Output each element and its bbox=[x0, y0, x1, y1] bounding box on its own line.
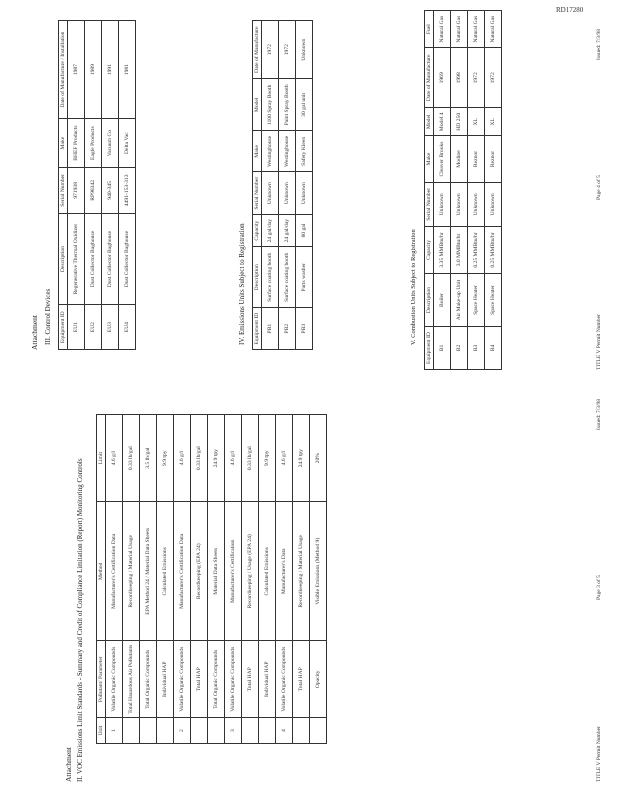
section-ii-cell: Individual HAP bbox=[157, 641, 174, 718]
section-iv-cell: Unknown bbox=[279, 172, 296, 215]
section-iv-cell: Parts washer bbox=[296, 247, 313, 308]
section-iv-header-1: Description bbox=[253, 247, 262, 308]
section-ii-cell: Total HAP bbox=[191, 641, 208, 718]
section-iii-header-1: Description bbox=[59, 213, 68, 305]
section-ii-row bbox=[174, 415, 191, 744]
section-iv-cell: Unknown bbox=[262, 172, 279, 215]
section-iii-header-4: Date of Manufacture / Installation bbox=[59, 21, 68, 119]
col-method: Method bbox=[97, 502, 106, 641]
section-ii-cell bbox=[242, 718, 259, 744]
section-v-cell: 1972 bbox=[468, 48, 485, 108]
section-iv-header-3: Serial Number bbox=[253, 172, 262, 215]
section-iv-header-2: Capacity bbox=[253, 215, 262, 247]
section-ii-cell bbox=[140, 718, 157, 744]
section-v-table bbox=[424, 10, 502, 370]
left-footer-2: Page 3 of 5 bbox=[596, 575, 602, 600]
section-iii-cell: 1991 bbox=[102, 21, 119, 119]
section-ii-cell: 9.9 tpy bbox=[157, 415, 174, 502]
section-ii-row bbox=[123, 415, 140, 744]
section-iii-cell: Dust Collector Baghouse bbox=[119, 213, 136, 305]
right-footer-2: Page 4 of 5 bbox=[596, 175, 602, 200]
section-iv-cell: Surface coating booth bbox=[262, 247, 279, 308]
section-iv-cell: Unknown bbox=[296, 21, 313, 79]
section-iii-table bbox=[58, 20, 136, 350]
section-ii-cell: 0.33 lb/gal bbox=[123, 415, 140, 502]
section-iii-cell: EU4 bbox=[119, 305, 136, 350]
section-iii-cell: EU2 bbox=[85, 305, 102, 350]
section-iii-cell: RP98342 bbox=[85, 167, 102, 213]
section-ii-cell: Manufacturer's Data bbox=[276, 502, 293, 641]
section-iii-row bbox=[102, 21, 119, 350]
section-iii-cell: BHEF Products bbox=[68, 119, 85, 168]
section-ii-cell: 24.9 tpy bbox=[208, 415, 225, 502]
section-iii-cell: 940-345 bbox=[102, 167, 119, 213]
section-ii-cell: Total Hazardous Air Pollutants bbox=[123, 641, 140, 718]
section-ii-row bbox=[191, 415, 208, 744]
section-iii-row bbox=[119, 21, 136, 350]
section-ii-cell: 4.6 g/l bbox=[174, 415, 191, 502]
section-iv-cell: 30 gal unit bbox=[296, 79, 313, 131]
section-iv-cell: PB3 bbox=[296, 308, 313, 350]
section-v-header-3: Serial Number bbox=[425, 182, 434, 226]
section-v-cell: Unknown bbox=[451, 182, 468, 226]
section-iii-row bbox=[85, 21, 102, 350]
section-v-cell: 0.25 MMBtu/hr bbox=[468, 226, 485, 273]
section-ii-cell: Recordkeeping / Usage (EPA 24) bbox=[242, 502, 259, 641]
section-v-cell: Natural Gas bbox=[451, 11, 468, 48]
section-v-cell: 0.25 MMBtu/hr bbox=[485, 226, 502, 273]
section-ii-cell bbox=[310, 718, 327, 744]
section-iv-header-0: Equipment ID bbox=[253, 308, 262, 350]
section-v-row bbox=[468, 11, 485, 370]
section-ii-cell: Recordkeeping / Material Usage bbox=[123, 502, 140, 641]
section-ii-row bbox=[293, 415, 310, 744]
section-ii-cell: Calculated Emissions bbox=[259, 502, 276, 641]
section-iv-cell: 80 gal bbox=[296, 215, 313, 247]
section-ii-cell bbox=[157, 718, 174, 744]
section-iv-cell: Safety Kleen bbox=[296, 131, 313, 172]
section-iv-cell: 24 gal/day bbox=[262, 215, 279, 247]
right-footer-3: Issued: 7/3/98 bbox=[596, 28, 602, 60]
section-iv-row bbox=[296, 21, 313, 350]
section-ii-cell: 2 bbox=[174, 718, 191, 744]
section-ii-cell: Manufacturer's Certification Data bbox=[106, 502, 123, 641]
section-ii-cell: Total Organic Compounds bbox=[208, 641, 225, 718]
section-v-cell: Unknown bbox=[434, 182, 451, 226]
section-v-header-6: Date of Manufacture bbox=[425, 48, 434, 108]
section-iii-cell: 1981 bbox=[119, 21, 136, 119]
section-v-cell: Air Make-up Unit bbox=[451, 274, 468, 327]
section-ii-row bbox=[242, 415, 259, 744]
section-ii-cell: Volatile Organic Compounds bbox=[174, 641, 191, 718]
section-ii-row bbox=[310, 415, 327, 744]
section-v-cell: HD 250 bbox=[451, 108, 468, 136]
section-ii-cell: 3 bbox=[225, 718, 242, 744]
left-footer-1: TITLE V Permit Number bbox=[596, 726, 602, 782]
section-iv-cell: Paint Spray Booth bbox=[279, 79, 296, 131]
section-v-header-4: Make bbox=[425, 136, 434, 183]
section-ii-cell: 4.6 g/l bbox=[106, 415, 123, 502]
section-iv-cell: 1972 bbox=[262, 21, 279, 79]
section-v-cell: B1 bbox=[434, 327, 451, 370]
section-v-cell: 3.0 MMBtu/hr bbox=[451, 226, 468, 273]
section-v-cell: Space Heater bbox=[485, 274, 502, 327]
left-attachment-label: Attachment bbox=[64, 747, 73, 782]
col-pollutant: Pollutant/ Parameter bbox=[97, 641, 106, 718]
section-ii-cell: Recordkeeping (EPA 24) bbox=[191, 502, 208, 641]
section-iii-cell: Regenerative Thermal Oxidizer bbox=[68, 213, 85, 305]
section-iii-cell: 1989 bbox=[85, 21, 102, 119]
section-v-cell: Reznor bbox=[485, 136, 502, 183]
section-v-cell: Cleaver Brooks bbox=[434, 136, 451, 183]
section-iv-cell: 1972 bbox=[279, 21, 296, 79]
section-iv-table bbox=[252, 20, 313, 350]
section-v-cell: Natural Gas bbox=[485, 11, 502, 48]
section-iii-row bbox=[68, 21, 85, 350]
section-v-cell: 1998 bbox=[451, 48, 468, 108]
section-ii-row bbox=[208, 415, 225, 744]
section-ii-cell: 24.9 tpy bbox=[293, 415, 310, 502]
section-ii-cell: Volatile Organic Compounds bbox=[225, 641, 242, 718]
section-ii-body bbox=[106, 415, 327, 744]
section-iii-cell: 1987 bbox=[68, 21, 85, 119]
section-ii-cell: 3.5 lb/gal bbox=[140, 415, 157, 502]
section-v-cell: B2 bbox=[451, 327, 468, 370]
section-iii-cell: 4491-153-313 bbox=[119, 167, 136, 213]
section-v-cell: Unknown bbox=[468, 182, 485, 226]
section-iii-cell: 971938 bbox=[68, 167, 85, 213]
section-ii-cell bbox=[259, 718, 276, 744]
section-iii-title: III. Control Devices bbox=[44, 288, 52, 345]
section-ii-cell: 4.6 g/l bbox=[225, 415, 242, 502]
section-ii-cell: Volatile Organic Compounds bbox=[106, 641, 123, 718]
section-iii-cell: Eagle Products bbox=[85, 119, 102, 168]
section-ii-cell: Volatile Organic Compounds bbox=[276, 641, 293, 718]
section-ii-cell: 1 bbox=[106, 718, 123, 744]
section-ii-cell: 4.6 g/l bbox=[276, 415, 293, 502]
section-ii-cell: Total HAP bbox=[242, 641, 259, 718]
section-v-cell: B3 bbox=[468, 327, 485, 370]
section-iv-header-4: Make bbox=[253, 131, 262, 172]
section-v-row bbox=[451, 11, 468, 370]
section-ii-cell: Material Data Sheets bbox=[208, 502, 225, 641]
right-attachment-label: Attachment bbox=[30, 315, 39, 350]
section-ii-cell bbox=[293, 718, 310, 744]
section-ii-row bbox=[157, 415, 174, 744]
section-v-cell: B4 bbox=[485, 327, 502, 370]
section-ii-cell: Manufacturer's Certification bbox=[225, 502, 242, 641]
section-v-cell: Natural Gas bbox=[468, 11, 485, 48]
section-v-header-5: Model bbox=[425, 108, 434, 136]
section-v-title: V. Combustion Units Subject to Registration bbox=[410, 229, 417, 345]
section-iii-cell: EU3 bbox=[102, 305, 119, 350]
section-v-header-0: Equipment ID bbox=[425, 327, 434, 370]
section-ii-cell: 4 bbox=[276, 718, 293, 744]
section-iii-cell: EU1 bbox=[68, 305, 85, 350]
section-v-cell: XL bbox=[485, 108, 502, 136]
left-footer-3: Issued: 7/3/98 bbox=[596, 398, 602, 430]
section-iv-row bbox=[262, 21, 279, 350]
section-v-cell: Unknown bbox=[485, 182, 502, 226]
section-v-cell: XL bbox=[468, 108, 485, 136]
section-v-header-2: Capacity bbox=[425, 226, 434, 273]
section-iv-title: IV. Emissions Units Subject to Registration bbox=[238, 223, 246, 345]
section-v-cell: Natural Gas bbox=[434, 11, 451, 48]
section-ii-cell: 9.9 tpy bbox=[259, 415, 276, 502]
section-ii-title: II. VOC Emissions Limit Standards - Summary and Credit of Compliance Limitation (Report) Monitoring Controls bbox=[76, 458, 84, 782]
col-limit: Limit bbox=[97, 415, 106, 502]
section-ii-cell: Total Organic Compounds bbox=[140, 641, 157, 718]
section-iv-cell: Unknown bbox=[296, 172, 313, 215]
section-iv-cell: Westinghouse bbox=[262, 131, 279, 172]
section-ii-cell: 0.33 lb/gal bbox=[191, 415, 208, 502]
section-v-cell: 1969 bbox=[434, 48, 451, 108]
section-v-header-7: Fuel bbox=[425, 11, 434, 48]
section-ii-cell: Calculated Emissions bbox=[157, 502, 174, 641]
section-ii-cell bbox=[123, 718, 140, 744]
section-iii-cell: Delta Vac bbox=[119, 119, 136, 168]
section-v-cell: 1972 bbox=[485, 48, 502, 108]
section-iv-cell: 24 gal/day bbox=[279, 215, 296, 247]
section-ii-cell bbox=[208, 718, 225, 744]
section-ii-cell: Individual HAP bbox=[259, 641, 276, 718]
section-ii-cell: EPA Method 24 / Material Data Sheets bbox=[140, 502, 157, 641]
section-iv-cell: PB2 bbox=[279, 308, 296, 350]
section-ii-row bbox=[106, 415, 123, 744]
section-v-row bbox=[434, 11, 451, 370]
section-ii-cell: 20% bbox=[310, 415, 327, 502]
section-ii-row bbox=[276, 415, 293, 744]
section-iv-cell: PB1 bbox=[262, 308, 279, 350]
section-iv-header-5: Model bbox=[253, 79, 262, 131]
section-ii-cell: 0.33 lb/gal bbox=[242, 415, 259, 502]
section-iv-cell: 1100 Spray Booth bbox=[262, 79, 279, 131]
section-v-cell: Reznor bbox=[468, 136, 485, 183]
section-iii-header-2: Serial Number bbox=[59, 167, 68, 213]
section-iii-header-0: Equipment ID bbox=[59, 305, 68, 350]
section-v-row bbox=[485, 11, 502, 370]
section-v-cell: 3.35 MMBtu/hr bbox=[434, 226, 451, 273]
section-v-cell: Model 4 bbox=[434, 108, 451, 136]
col-unit: Unit bbox=[97, 718, 106, 744]
section-iii-cell: Dust Collector Baghouse bbox=[102, 213, 119, 305]
section-ii-cell bbox=[191, 718, 208, 744]
section-ii-cell: Recordkeeping / Material Usage bbox=[293, 502, 310, 641]
section-iv-header-6: Date of Manufacture bbox=[253, 21, 262, 79]
section-iii-header-3: Make bbox=[59, 119, 68, 168]
section-ii-cell: Manufacturer's Certification Data bbox=[174, 502, 191, 641]
section-v-cell: Modine bbox=[451, 136, 468, 183]
right-footer-1: TITLE V Permit Number bbox=[596, 314, 602, 370]
section-ii-cell: Visible Emissions (Method 9) bbox=[310, 502, 327, 641]
section-ii-cell: Opacity bbox=[310, 641, 327, 718]
section-iv-row bbox=[279, 21, 296, 350]
section-v-header-1: Description bbox=[425, 274, 434, 327]
section-ii-table bbox=[96, 414, 327, 744]
section-v-cell: Space Heater bbox=[468, 274, 485, 327]
section-v-cell: Boiler bbox=[434, 274, 451, 327]
section-ii-cell: Total HAP bbox=[293, 641, 310, 718]
section-ii-row bbox=[259, 415, 276, 744]
section-iii-cell: Dust Collector Baghouse bbox=[85, 213, 102, 305]
section-iii-cell: Vacuum Co bbox=[102, 119, 119, 168]
corner-id: RD17280 bbox=[556, 6, 584, 14]
section-ii-row bbox=[140, 415, 157, 744]
section-iv-cell: Westinghouse bbox=[279, 131, 296, 172]
section-iv-cell: Surface coating booth bbox=[279, 247, 296, 308]
section-ii-row bbox=[225, 415, 242, 744]
